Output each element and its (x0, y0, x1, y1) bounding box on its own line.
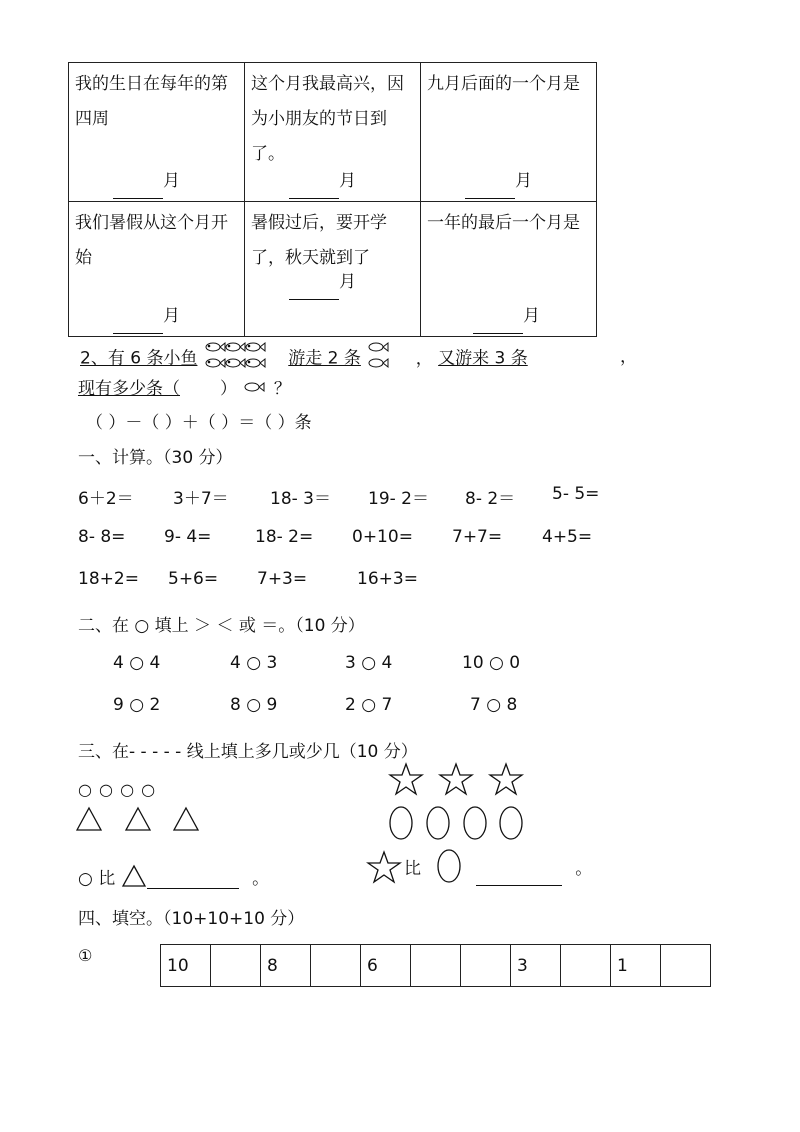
calc-item: 18- 3＝ (270, 489, 331, 509)
comma: ， (620, 347, 637, 367)
oval-icon (436, 848, 464, 884)
question-mark: ？ (273, 379, 291, 399)
sequence-cell[interactable] (561, 945, 611, 987)
calc-item: 19- 2＝ (368, 489, 429, 509)
calc-item: 4+5= (542, 527, 593, 547)
answer-blank[interactable] (476, 867, 562, 886)
sequence-cell: 8 (261, 945, 311, 987)
riddle-cell (245, 202, 421, 337)
riddle-cell (421, 202, 597, 337)
answer-blank[interactable] (113, 180, 163, 199)
calc-item: 7+3= (257, 569, 308, 589)
calc-item: 16+3= (357, 569, 418, 589)
riddle-clue: 这个月我最高兴，因为小朋友的节日到了。 (251, 74, 404, 164)
compare-text: ○ 比 (78, 869, 116, 889)
sequence-cell[interactable] (661, 945, 711, 987)
riddle-cell (69, 202, 245, 337)
compare-item[interactable]: 10 ○ 0 (462, 653, 521, 673)
fish-problem-line2 (78, 374, 291, 399)
answer-blank[interactable] (147, 870, 239, 889)
number-sequence-table (160, 944, 711, 987)
compare-item[interactable]: 7 ○ 8 (470, 695, 518, 715)
answer-blank[interactable] (473, 315, 523, 334)
compare-item[interactable]: 8 ○ 9 (230, 695, 278, 715)
sequence-cell: 1 (611, 945, 661, 987)
compare-item[interactable]: 4 ○ 3 (230, 653, 278, 673)
fish-equation: （ ）－（ ）＋（ ）＝（ ）条 (86, 413, 312, 433)
fish-come-text: 又游来 3 条 (438, 348, 528, 369)
calc-item: 3＋7＝ (173, 489, 229, 509)
riddle-cell (245, 63, 421, 202)
sequence-cell[interactable] (211, 945, 261, 987)
compare-item[interactable]: 2 ○ 7 (345, 695, 393, 715)
compare-line-1 (78, 864, 269, 889)
oval-icon (388, 804, 528, 842)
sequence-cell: 10 (161, 945, 211, 987)
calc-item: 6＋2＝ (78, 489, 134, 509)
fish-leave-text: 游走 2 条 (288, 348, 361, 369)
sequence-cell[interactable] (461, 945, 511, 987)
question-text: 现有多少条（ (78, 379, 180, 399)
small-circles-row: ○ ○ ○ ○ (78, 780, 157, 799)
riddle-cell (69, 63, 245, 202)
answer-suffix: 月 (339, 272, 356, 292)
riddle-cell (421, 63, 597, 202)
triangle-icon (76, 806, 206, 832)
calc-item: 0+10= (352, 527, 413, 547)
fish-problem-line1 (80, 340, 528, 377)
star-icon (366, 850, 404, 886)
section1-title: 一、计算。（30 分） (78, 448, 233, 468)
calc-item: 8- 8= (78, 527, 126, 547)
fish-icon (242, 379, 268, 399)
answer-suffix: 月 (523, 306, 540, 326)
answer-suffix: 月 (163, 171, 180, 191)
compare-item[interactable]: 9 ○ 2 (113, 695, 161, 715)
answer-suffix: 月 (339, 171, 356, 191)
section3-title: 三、在- - - - - 线上填上多几或少几（10 分） (78, 742, 418, 762)
paren-close: ） (220, 379, 237, 399)
answer-blank[interactable] (113, 315, 163, 334)
item-number: ① (78, 946, 93, 965)
star-icon (388, 762, 528, 798)
sequence-cell[interactable] (411, 945, 461, 987)
riddle-clue: 暑假过后，要开学了，秋天就到了 (251, 213, 387, 268)
period: 。 (575, 859, 593, 879)
riddle-clue: 一年的最后一个月是 (427, 213, 580, 233)
calc-item: 5+6= (168, 569, 219, 589)
compare-text: 比 (404, 859, 421, 879)
compare-item[interactable]: 4 ○ 4 (113, 653, 161, 673)
sequence-cell[interactable] (311, 945, 361, 987)
calc-item: 9- 4= (164, 527, 212, 547)
sequence-cell: 6 (361, 945, 411, 987)
comma: ， (415, 348, 433, 369)
calc-item: 18- 2= (255, 527, 314, 547)
calc-item: 5- 5= (552, 484, 600, 504)
fish-icon (203, 340, 283, 377)
sequence-cell: 3 (511, 945, 561, 987)
fish-start-text: 2、有 6 条小鱼 (80, 348, 198, 369)
triangle-icon (121, 864, 147, 888)
month-riddle-table (68, 62, 597, 337)
calc-item: 8- 2＝ (465, 489, 516, 509)
answer-blank[interactable] (289, 281, 339, 300)
section4-title: 四、填空。（10+10+10 分） (78, 909, 305, 929)
period: 。 (252, 869, 270, 889)
compare-item[interactable]: 3 ○ 4 (345, 653, 393, 673)
compare-line-2 (366, 848, 592, 886)
section2-title: 二、在 ○ 填上 ＞ ＜ 或 ＝。（10 分） (78, 616, 365, 636)
fish-icon (366, 340, 392, 377)
answer-suffix: 月 (163, 306, 180, 326)
calc-item: 7+7= (452, 527, 503, 547)
answer-blank[interactable] (465, 180, 515, 199)
answer-blank[interactable] (289, 180, 339, 199)
riddle-clue: 我们暑假从这个月开始 (75, 213, 228, 268)
answer-suffix: 月 (515, 171, 532, 191)
calc-item: 18+2= (78, 569, 139, 589)
riddle-clue: 我的生日在每年的第四周 (75, 74, 228, 129)
riddle-clue: 九月后面的一个月是 (427, 74, 580, 94)
